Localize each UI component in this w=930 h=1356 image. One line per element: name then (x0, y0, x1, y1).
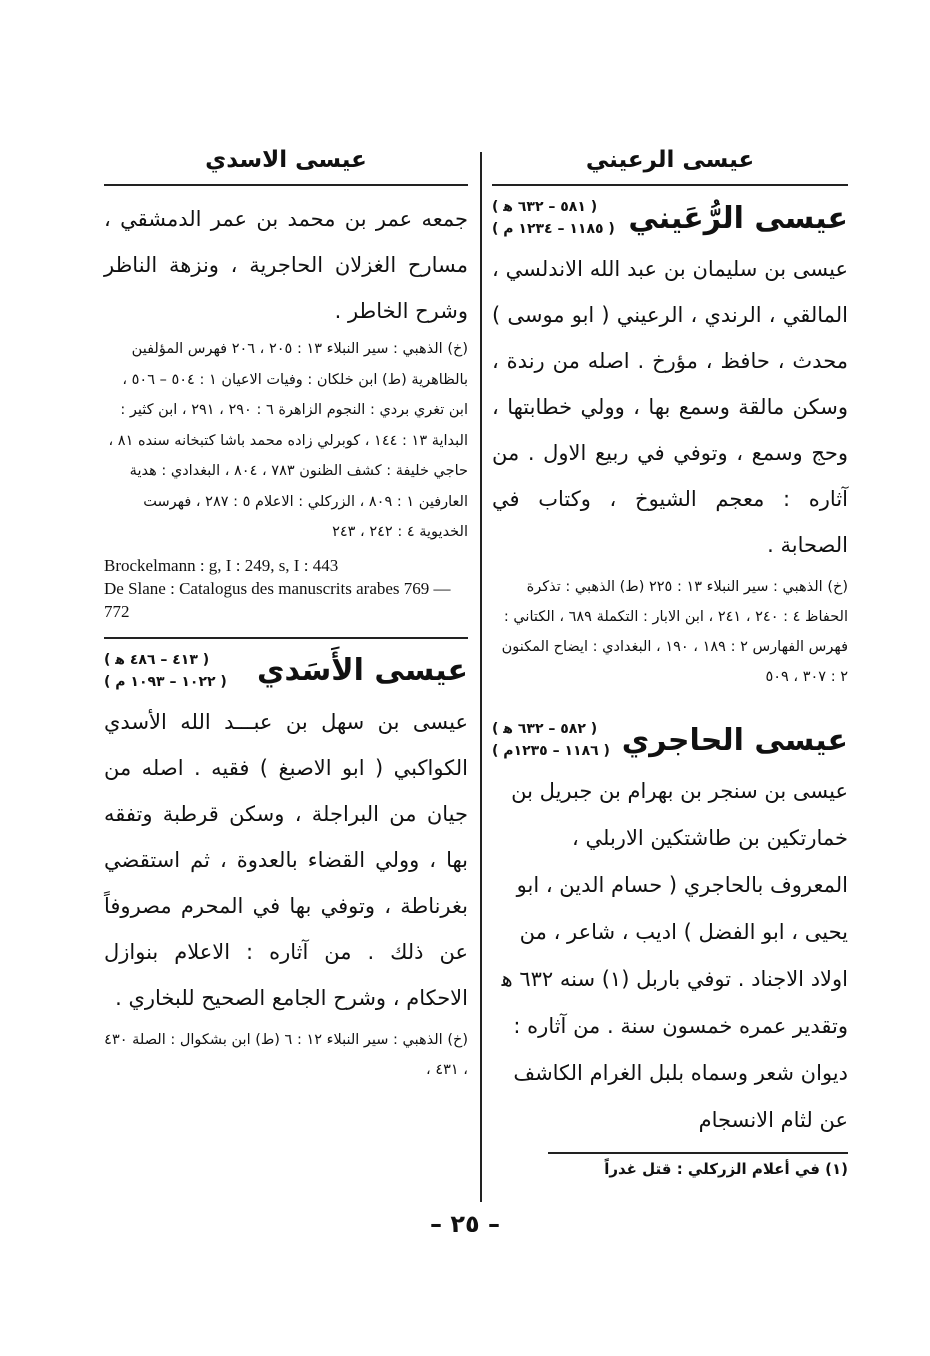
entry-references: (خ) الذهبي : سير النبلاء ١٣ : ٢٢٥ (ط) الذهبي : تذكرة الحفاظ ٤ : ٢٤٠ ، ٢٤١ ، ابن الابار : التكملة ٦٨٩ ، الكتاني : فهرس الفهارس ٢ : ١٨٩ ، ١٩٠ ، البغدادي : ايضاح المكنون ٢ : ٣٠٧ ، ٥٠٩ (501, 579, 848, 685)
continued-body: جمعه عمر بن محمد بن عمر الدمشقي ، مسارح الغزلان الحاجرية ، ونزهة الناظر وشرح الخاطر . (104, 207, 468, 323)
gregorian-dates: ( ١١٨٥ – ١٢٣٤ م ) (492, 221, 615, 237)
entry-references: (خ) الذهبي : سير النبلاء ١٢ : ٦ (ط) ابن بشكوال : الصلة ٤٣٠ ، ٤٣١ ، (104, 1031, 468, 1078)
entry-header-hajiri (492, 718, 848, 762)
entry-title: عيسى الأَسَدي (256, 653, 468, 688)
hijri-dates: ( ٤١٣ – ٤٨٦ ﻫ ) (104, 651, 210, 668)
entry-title: عيسى الحاجري (621, 722, 848, 758)
right-running-header: عيسى الرعيني (492, 140, 848, 186)
gregorian-dates: ( ١٠٢٢ – ١٠٩٣ م ) (104, 673, 227, 690)
entry-dates (492, 718, 610, 762)
section-rule (104, 637, 468, 639)
entry-body: عيسى بن سهل بن عبـــد الله الأسدي الكواكبي ( ابو الاصبغ ) فقيه . اصله من جيان من البراجلة ، وسكن قرطبة وتفقه بها ، وولي القضاء بالعدوة ، ثم استقضي بغرناطة ، وتوفي بها في المحرم مصروفاً عن ذلك . من آثاره : الاعلام بنوازل الاحكام ، وشرح الجامع الصحيح للبخاري . (104, 709, 468, 1010)
entry-body: عيسى بن سنجر بن بهرام بن جبريل بن خمارتكين بن طاشتكين الاربلي ، المعروف بالحاجري ( حسام الدين ، ابو يحيى ، ابو الفضل ) اديب ، شاعر ، من اولاد الاجناد . توفي باربل (١) سنه ٦٣٢ ﻫ وتقدير عمره خمسون سنة . من آثاره : ديوان شعر وسماه بلبل الغرام الكاشف عن لثام الانسجام (501, 779, 848, 1132)
gregorian-dates: ( ١١٨٦ – ١٢٣٥م ) (492, 743, 610, 759)
left-column (104, 140, 468, 1085)
column-divider (480, 152, 482, 1202)
entry-body: عيسى بن سليمان بن عبد الله الاندلسي ، المالقي ، الرندي ، الرعيني ( ابو موسى ) محدث ، حافظ ، مؤرخ . اصله من رندة ، وسكن مالقة وسمع بها ، وولي خطابتها ، وحج وسمع ، وتوفي في ربيع الاول . من آثاره : معجم الشيوخ ، وكتاب في الصحابة . (492, 257, 848, 557)
hijri-dates: ( ٥٨١ – ٦٣٢ ﻫ ) (492, 199, 598, 215)
latin-references (104, 554, 468, 623)
hijri-dates: ( ٥٨٢ – ٦٣٢ ﻫ ) (492, 721, 598, 737)
left-running-header: عيسى الاسدي (104, 140, 468, 186)
entry-dates (492, 196, 615, 240)
entry-header-asadi (104, 649, 468, 693)
entry-dates (104, 649, 227, 693)
entry-header-ruayni (492, 196, 848, 240)
right-column (492, 140, 848, 1178)
latin-ref-brockelmann: Brockelmann : g, I : 249, s, I : 443 (104, 555, 339, 575)
latin-ref-deslane: De Slane : Catalogus des manuscrits arabes 769 — 772 (104, 578, 451, 621)
entry-title: عيسى الرُّعَيني (628, 200, 848, 236)
continued-references: (خ) الذهبي : سير النبلاء ١٣ : ٢٠٥ ، ٢٠٦ فهرس المؤلفين بالظاهرية (ط) ابن خلكان : وفيات الاعيان ١ : ٥٠٤ – ٥٠٦ ، ابن تغري بردي : النجوم الزاهرة ٦ : ٢٩٠ ، ٢٩١ ، ابن كثير : البداية ١٣ : ١٤٤ ، كوبرلي زاده محمد باشا كتبخانه سنده ٨١ ، حاجي خليفة : كشف الظنون ٧٨٣ ، ٨٠٤ ، البغدادي : هدية العارفين ١ : ٨٠٩ ، الزركلي : الاعلام ٥ : ٢٨٧ ، فهرست الخديوية ٤ : ٢٤٢ ، ٢٤٣ (108, 341, 468, 540)
footnote: (١) في أعلام الزركلي : قتل غدراً (548, 1152, 848, 1178)
page-number: – ٢٥ – (429, 1210, 500, 1238)
